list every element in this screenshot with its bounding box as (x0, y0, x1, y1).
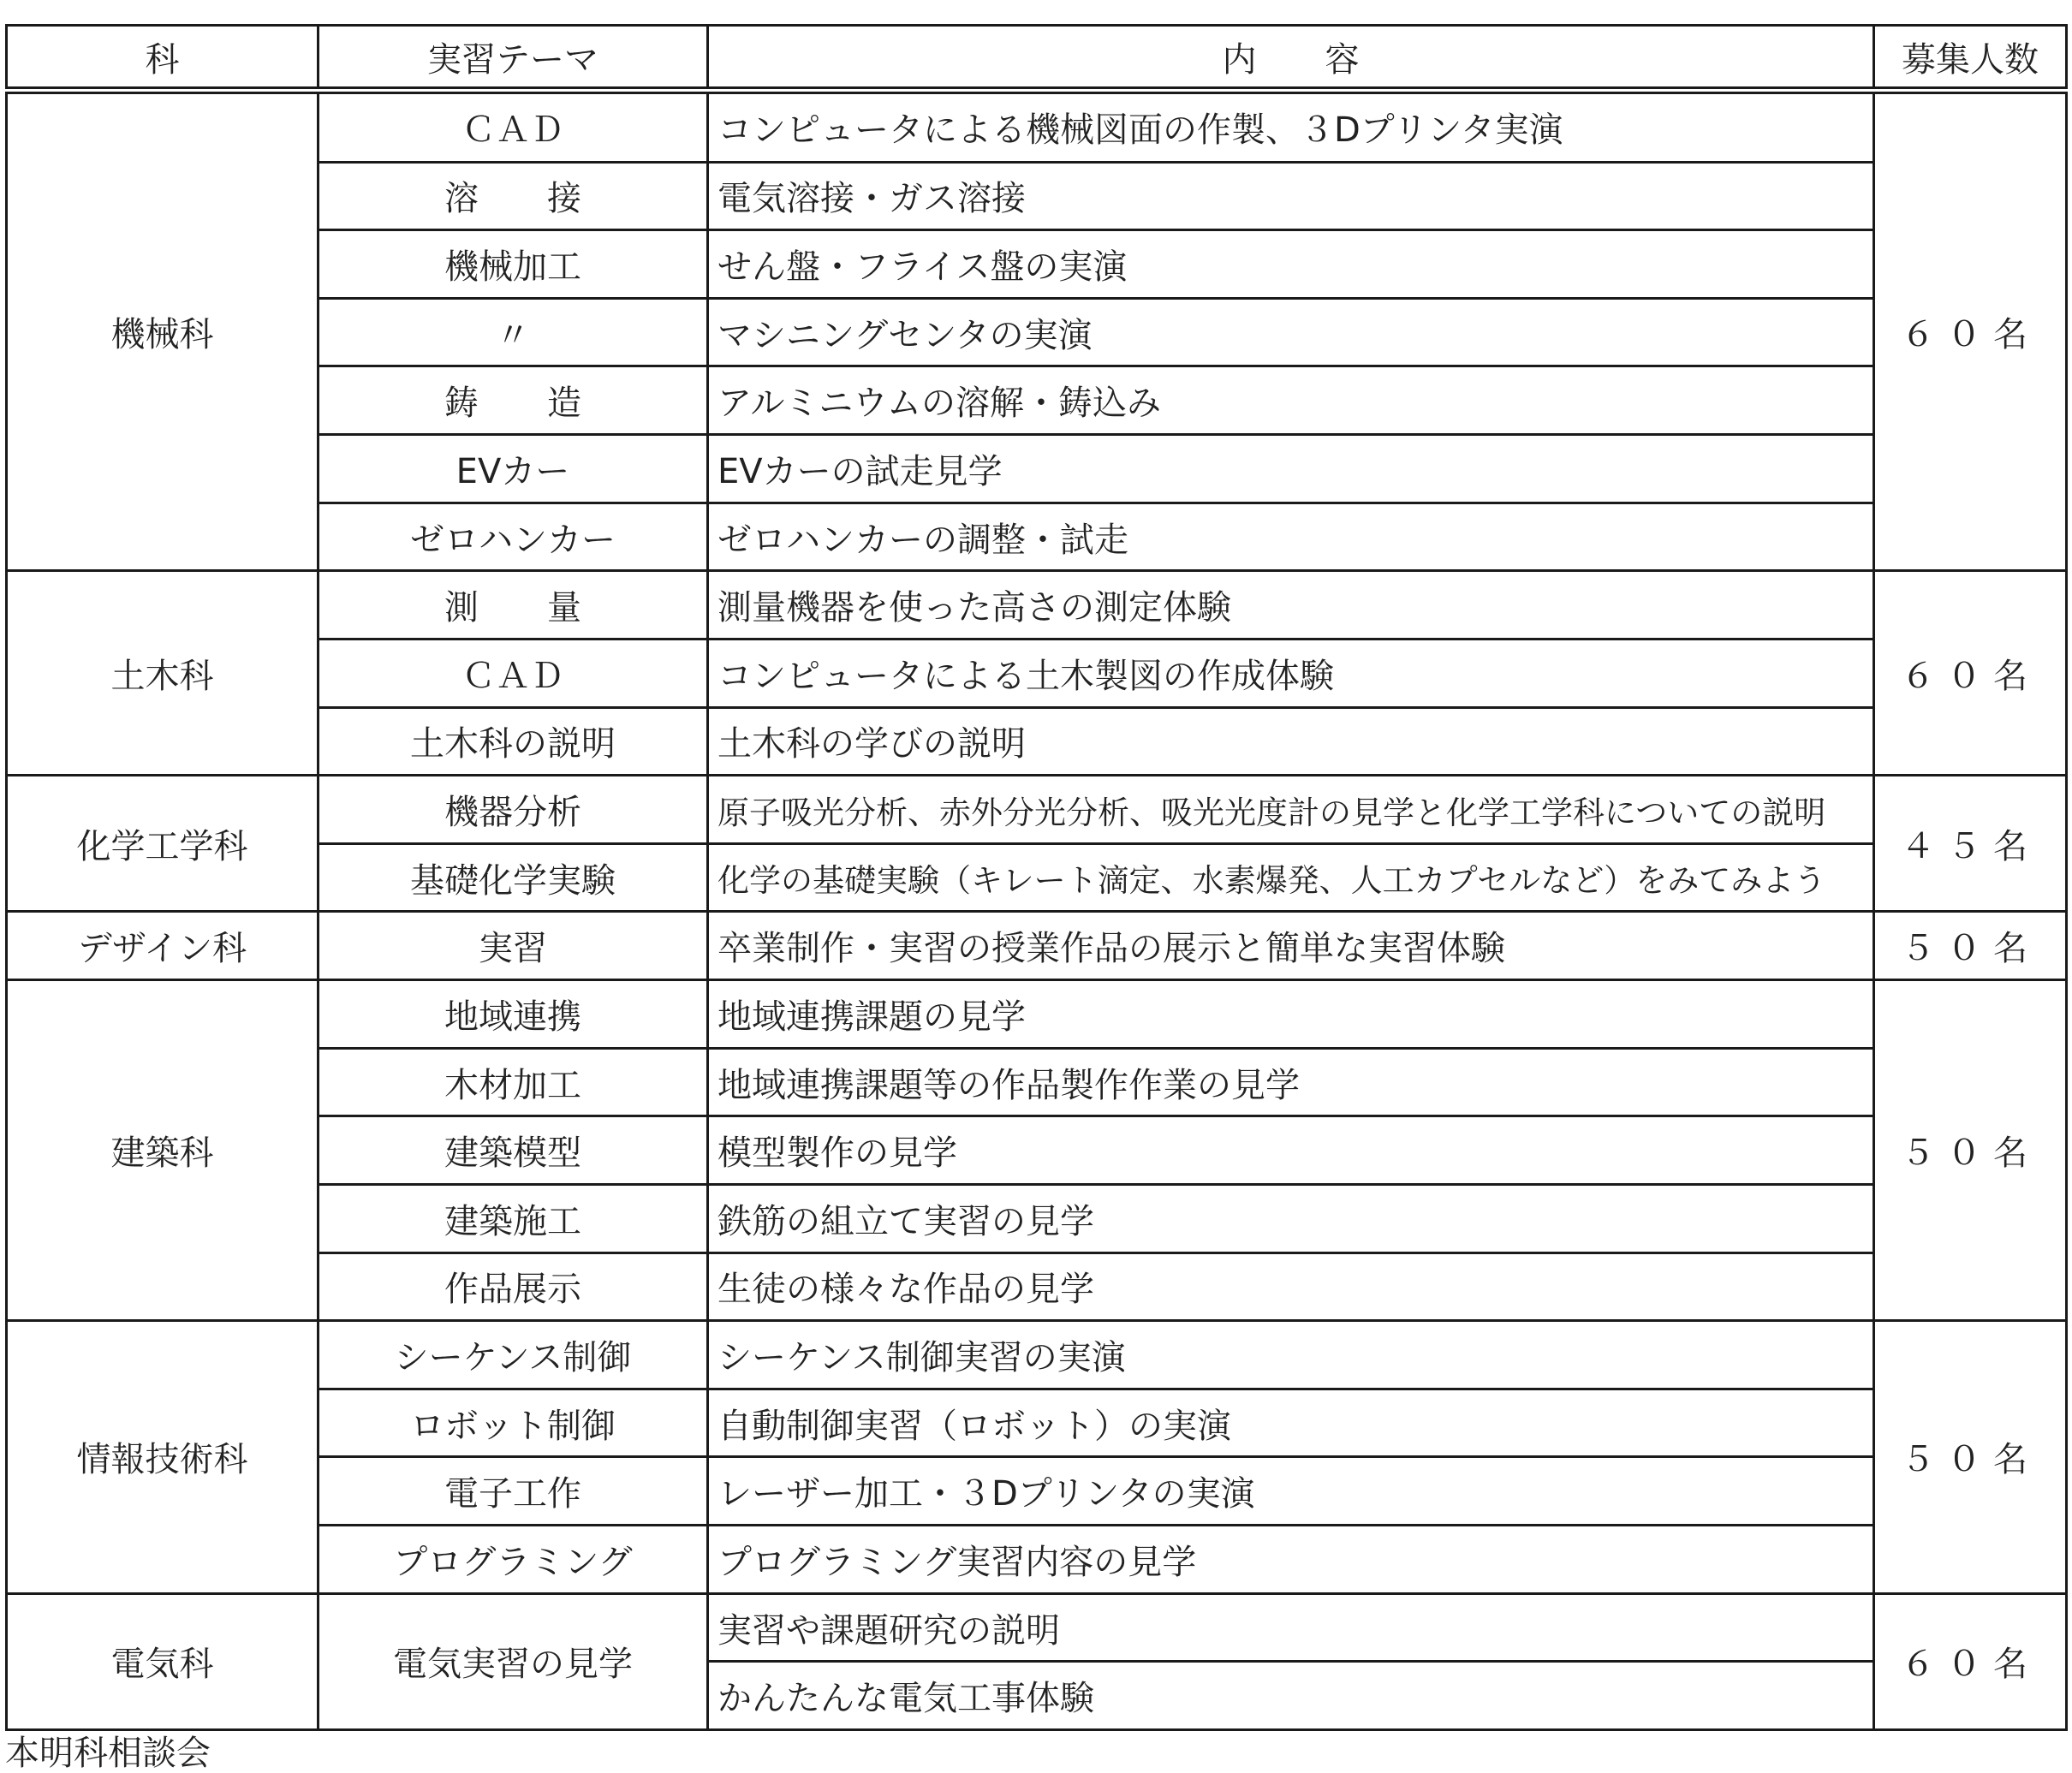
theme-cell: 電子工作 (319, 1457, 708, 1526)
dept-cell: 機械科 (7, 91, 319, 571)
content-cell: 原子吸光分析、赤外分光分析、吸光光度計の見学と化学工学科についての説明 (708, 776, 1874, 844)
header-dept: 科 (7, 26, 319, 91)
content-cell: 生徒の様々な作品の見学 (708, 1252, 1874, 1321)
quota-cell: ５０名 (1874, 1321, 2067, 1594)
content-cell: ゼロハンカーの調整・試走 (708, 503, 1874, 571)
theme-cell: 電気実習の見学 (319, 1593, 708, 1729)
theme-cell: 機械加工 (319, 230, 708, 299)
theme-cell: シーケンス制御 (319, 1321, 708, 1389)
table-row (7, 980, 2067, 1049)
table-row (7, 912, 2067, 980)
content-cell: レーザー加工・３Dプリンタの実演 (708, 1457, 1874, 1526)
content-cell: マシニングセンタの実演 (708, 298, 1874, 366)
quota-cell: ６０名 (1874, 91, 2067, 571)
theme-cell: 木材加工 (319, 1048, 708, 1116)
theme-cell: 作品展示 (319, 1252, 708, 1321)
theme-cell: 土木科の説明 (319, 707, 708, 776)
quota-cell: ５０名 (1874, 912, 2067, 980)
theme-cell: 溶 接 (319, 162, 708, 230)
content-cell: 模型製作の見学 (708, 1116, 1874, 1185)
content-cell: 土木科の学びの説明 (708, 707, 1874, 776)
content-cell: 地域連携課題の見学 (708, 980, 1874, 1049)
theme-cell: 機器分析 (319, 776, 708, 844)
dept-cell: 建築科 (7, 980, 319, 1321)
content-cell: コンピュータによる機械図面の作製、３Dプリンタ実演 (708, 91, 1874, 163)
theme-cell: 建築施工 (319, 1184, 708, 1252)
content-cell: 測量機器を使った高さの測定体験 (708, 571, 1874, 640)
theme-cell: 測 量 (319, 571, 708, 640)
theme-cell: ロボット制御 (319, 1389, 708, 1457)
dept-cell: 電気科 (7, 1593, 319, 1729)
content-cell: 実習や課題研究の説明 (708, 1593, 1874, 1662)
theme-cell: ＣＡＤ (319, 639, 708, 707)
header-content: 内 容 (708, 26, 1874, 91)
content-cell: EVカーの試走見学 (708, 435, 1874, 503)
dept-cell: 土木科 (7, 571, 319, 776)
content-cell: 自動制御実習（ロボット）の実演 (708, 1389, 1874, 1457)
table-row (7, 1593, 2067, 1662)
quota-cell: ４５名 (1874, 776, 2067, 912)
content-cell: せん盤・フライス盤の実演 (708, 230, 1874, 299)
theme-cell: EVカー (319, 435, 708, 503)
theme-cell: 実習 (319, 912, 708, 980)
content-cell: 電気溶接・ガス溶接 (708, 162, 1874, 230)
table-row (7, 1321, 2067, 1389)
theme-cell: 基礎化学実験 (319, 843, 708, 912)
quota-cell: ５０名 (1874, 980, 2067, 1321)
theme-cell: ＣＡＤ (319, 91, 708, 163)
dept-cell: 情報技術科 (7, 1321, 319, 1594)
dept-cell: 化学工学科 (7, 776, 319, 912)
quota-cell: ６０名 (1874, 571, 2067, 776)
content-cell: シーケンス制御実習の実演 (708, 1321, 1874, 1389)
content-cell: 卒業制作・実習の授業作品の展示と簡単な実習体験 (708, 912, 1874, 980)
footer-caption: 本明科相談会 (5, 1734, 211, 1773)
table-row (7, 91, 2067, 163)
content-cell: プログラミング実習内容の見学 (708, 1526, 1874, 1594)
practice-schedule-table (5, 24, 2068, 1731)
table-row (7, 571, 2067, 640)
theme-cell: 鋳 造 (319, 366, 708, 435)
header-quota: 募集人数 (1874, 26, 2067, 91)
theme-cell: プログラミング (319, 1526, 708, 1594)
content-cell: 地域連携課題等の作品製作作業の見学 (708, 1048, 1874, 1116)
content-cell: 化学の基礎実験（キレート滴定、水素爆発、人工カプセルなど）をみてみよう (708, 843, 1874, 912)
quota-cell: ６０名 (1874, 1593, 2067, 1729)
header-row (7, 26, 2067, 91)
theme-cell: 〃 (319, 298, 708, 366)
content-cell: アルミニウムの溶解・鋳込み (708, 366, 1874, 435)
header-theme: 実習テーマ (319, 26, 708, 91)
theme-cell: 地域連携 (319, 980, 708, 1049)
content-cell: かんたんな電気工事体験 (708, 1662, 1874, 1730)
theme-cell: ゼロハンカー (319, 503, 708, 571)
dept-cell: デザイン科 (7, 912, 319, 980)
content-cell: 鉄筋の組立て実習の見学 (708, 1184, 1874, 1252)
theme-cell: 建築模型 (319, 1116, 708, 1185)
content-cell: コンピュータによる土木製図の作成体験 (708, 639, 1874, 707)
table-row (7, 776, 2067, 844)
